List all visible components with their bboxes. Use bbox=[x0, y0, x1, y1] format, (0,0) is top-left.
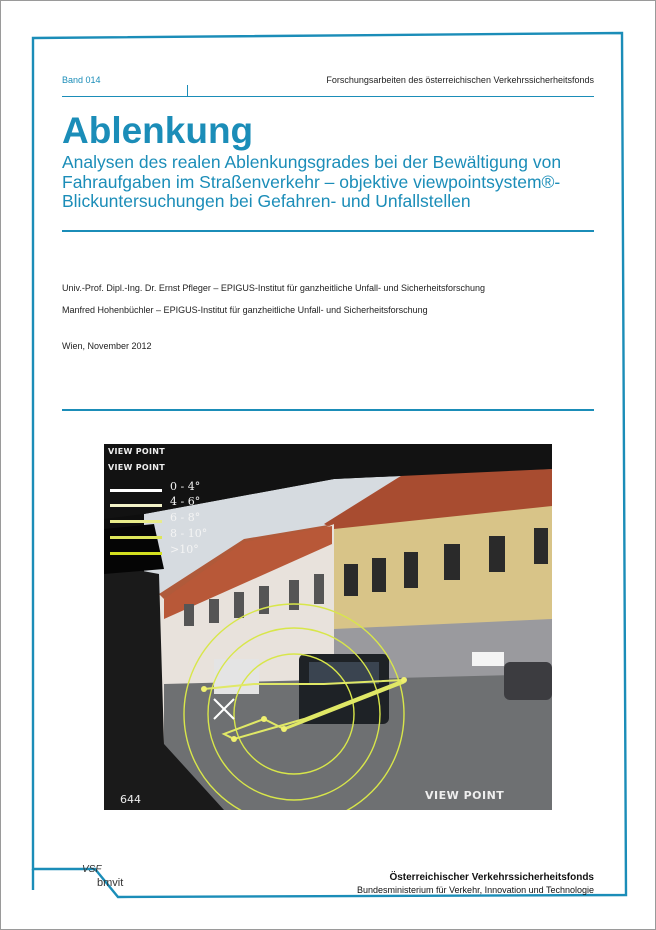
legend-label-2: 4 - 6° bbox=[170, 495, 201, 508]
legend-line-4 bbox=[110, 536, 162, 539]
legend-label-3: 6 - 8° bbox=[170, 511, 201, 524]
bmvit-logo: bmvit bbox=[97, 877, 124, 889]
legend-line-1 bbox=[110, 489, 162, 492]
header-tick bbox=[187, 85, 188, 96]
viewpoint-brand-bottom: VIEW POINT bbox=[425, 789, 505, 802]
legend-line-5 bbox=[110, 552, 162, 555]
legend-label-4: 8 - 10° bbox=[170, 527, 208, 540]
footer-organization: Österreichischer Verkehrssicherheitsfonds bbox=[389, 872, 594, 883]
viewpoint-brand-top: VIEW POINT bbox=[108, 447, 166, 456]
author-rule bbox=[62, 409, 594, 411]
legend-label-5: >10° bbox=[170, 543, 199, 556]
document-subtitle bbox=[62, 153, 602, 212]
volume-label: Band 014 bbox=[62, 75, 101, 85]
series-label: Forschungsarbeiten des österreichischen Verkehrssicherheitsfonds bbox=[326, 75, 594, 85]
header-rule bbox=[62, 96, 594, 97]
frame-number: 644 bbox=[120, 793, 141, 806]
footer-ministry: Bundesministerium für Verkehr, Innovation und Technologie bbox=[357, 885, 594, 895]
subtitle-line: Fahraufgaben im Straßenverkehr – objektive viewpointsystem®- bbox=[62, 171, 561, 192]
publication-date: Wien, November 2012 bbox=[62, 341, 152, 351]
author-1: Univ.-Prof. Dipl.-Ing. Dr. Ernst Pfleger – EPIGUS-Institut für ganzheitliche Unfall- und Sicherheitsforschung bbox=[62, 283, 486, 293]
vsf-logo: VSF bbox=[82, 864, 102, 875]
subtitle-line: Analysen des realen Ablenkungsgrades bei der Bewältigung von bbox=[62, 152, 562, 172]
viewpoint-brand-top-2: VIEW POINT bbox=[108, 463, 166, 472]
legend-label-1: 0 - 4° bbox=[170, 480, 201, 493]
subtitle-line: Blickuntersuchungen bei Gefahren- und Unfallstellen bbox=[62, 191, 471, 211]
author-2: Manfred Hohenbüchler – EPIGUS-Institut für ganzheitliche Unfall- und Sicherheitsforschung bbox=[62, 305, 428, 315]
title-rule bbox=[62, 230, 594, 232]
legend-line-2 bbox=[110, 504, 162, 507]
legend-line-3 bbox=[110, 520, 162, 523]
document-title: Ablenkung bbox=[62, 110, 254, 151]
